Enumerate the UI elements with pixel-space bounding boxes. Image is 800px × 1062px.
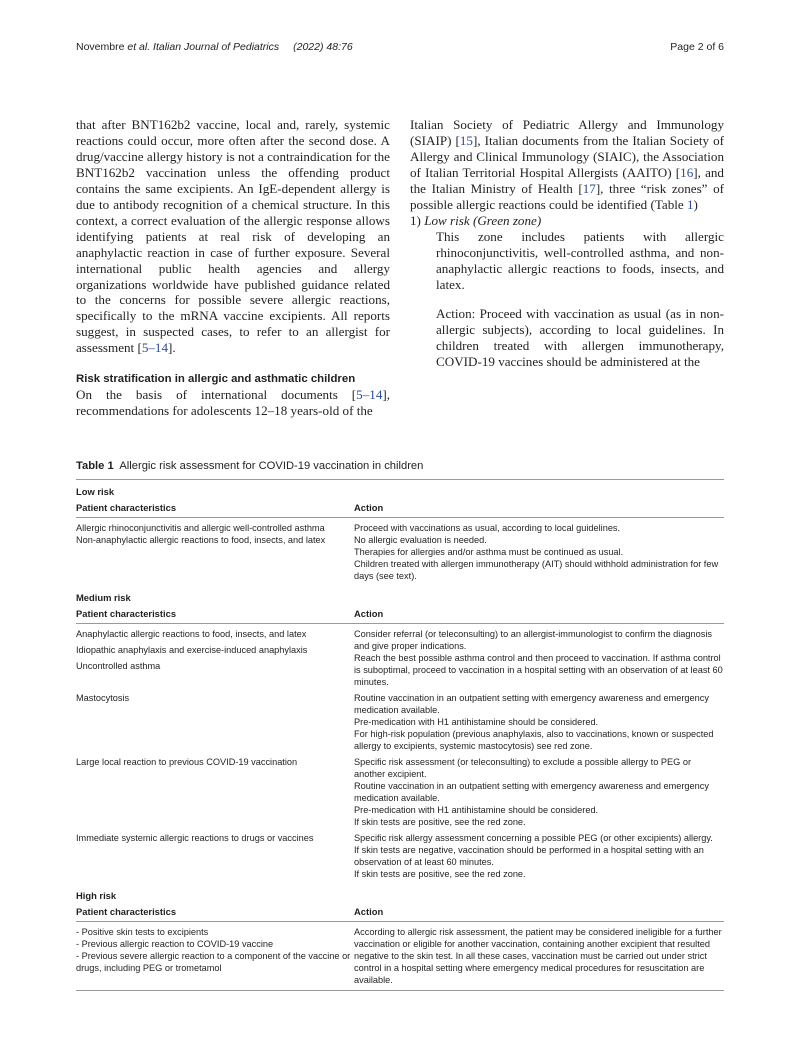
table-header-row [76, 906, 724, 922]
table-row [76, 926, 724, 986]
cell-line: According to allergic risk assessment, the patient may be considered ineligible for a further vaccination or eligible for another vaccination, containing another excipient that resulted negative to the skin test. In all these cases, vaccination must be carried out under strict control in a hospital setting where emergency medical procedures for resuscitation are available. [354, 927, 722, 985]
table-caption: Table 1 Allergic risk assessment for COVID-19 vaccination in children [76, 460, 424, 472]
action-cell [354, 926, 724, 986]
risk-group-heading: Low risk [76, 486, 115, 497]
table-row [76, 522, 724, 582]
citation-link[interactable]: 17 [582, 180, 596, 196]
risk-group-heading: Medium risk [76, 592, 131, 603]
cell-line: No allergic evaluation is needed. [354, 535, 487, 545]
cell-line: Specific risk allergy assessment concerning a possible PEG (or other excipients) allergy. [354, 833, 713, 843]
paragraph: Action: Proceed with vaccination as usual (as in non-allergic subjects), according to local guidelines. In children treated with allergen immunotherapy, COVID-19 vaccines should be administered at the [436, 306, 724, 370]
citation-link[interactable]: 5–14 [356, 387, 383, 403]
cell-line: If skin tests are negative, vaccination should be performed in a hospital setting with an observation of at least 60 minutes. [354, 845, 704, 867]
citation-link[interactable]: 5–14 [141, 340, 169, 356]
cell-line: Anaphylactic allergic reactions to food, insects, and latex [76, 629, 307, 639]
cell-line: Routine vaccination in an outpatient setting with emergency awareness and emergency medication available. [354, 693, 709, 715]
action-cell [354, 522, 724, 582]
left-column [76, 117, 390, 419]
cell-line: Immediate systemic allergic reactions to drugs or vaccines [76, 833, 314, 843]
cell-line: Children treated with allergen immunotherapy (AIT) should withhold administration for few days (see text). [354, 559, 719, 581]
patient-cell [76, 522, 354, 582]
table-row [76, 756, 724, 828]
page-number: Page 2 of 6 [670, 41, 724, 53]
action-cell [354, 832, 724, 880]
cell-line: Allergic rhinoconjunctivitis and allergic well-controlled asthma [76, 523, 325, 533]
cell-line: Uncontrolled asthma [76, 661, 161, 671]
action-cell [354, 692, 724, 752]
cell-line: Non-anaphylactic allergic reactions to food, insects, and latex [76, 535, 326, 545]
cell-line: - Previous severe allergic reaction to a component of the vaccine or drugs, including PEG or trometamol [76, 951, 351, 973]
cell-line: Routine vaccination in an outpatient setting with emergency awareness and emergency medication available. [354, 781, 709, 803]
action-cell [354, 628, 724, 688]
running-header [76, 41, 724, 57]
cell-line: - Positive skin tests to excipients [76, 927, 209, 937]
paragraph: that after BNT162b2 vaccine, local and, rarely, systemic reactions could occur, more often after the second dose. A drug/vaccine allergy history is not a contraindication for the BNT162b2 vaccination unless the offending product contains the same excipients. An IgE-dependent allergy is due to antibody recognition of a chemical structure. In this context, a correct evaluation of the allergic response allows identifying patients at real risk of developing an anaphylactic reaction in case of further exposure. Several international public health agencies and allergy organizations worldwide have published guidance related to the concerns for possible severe allergic reactions, specifically to the mRNA vaccine excipients. All reports suggest, in suspected cases, to refer to an allergist for assessment [5–14]. [76, 117, 390, 356]
table-row [76, 832, 724, 880]
right-column [410, 117, 724, 370]
cell-line: For high-risk population (previous anaphylaxis, also to vaccinations, known or suspected allergy to excipients, systemic mastocytosis) see red zone. [354, 729, 714, 751]
action-cell [354, 756, 724, 828]
cell-line: If skin tests are positive, see the red zone. [354, 817, 526, 827]
cell-line: Mastocytosis [76, 693, 130, 703]
cell-line: Proceed with vaccinations as usual, according to local guidelines. [354, 523, 621, 533]
cell-line: Specific risk assessment (or teleconsulting) to exclude a possible allergy to PEG or another excipient. [354, 757, 692, 779]
column-header-action: Action [354, 906, 384, 917]
table-row [76, 692, 724, 752]
cell-line: Therapies for allergies and/or asthma must be continued as usual. [354, 547, 624, 557]
cell-line: Large local reaction to previous COVID-19 vaccination [76, 757, 298, 767]
list-item: 1) Low risk (Green zone) [410, 212, 542, 228]
risk-table [76, 460, 724, 991]
paragraph: This zone includes patients with allergic rhinoconjunctivitis, well-controlled asthma, and non-anaphylactic allergic reactions to foods, insects, and latex. [436, 228, 724, 292]
citation-link[interactable]: 15 [459, 132, 473, 148]
risk-group-heading: High risk [76, 890, 117, 901]
patient-cell [76, 832, 354, 880]
citation-link[interactable]: 16 [680, 164, 694, 180]
patient-cell [76, 756, 354, 828]
column-header-patient: Patient characteristics [76, 608, 177, 619]
cell-line: Pre-medication with H1 antihistamine should be considered. [354, 717, 599, 727]
etal: et al. [127, 41, 151, 53]
table-row [76, 628, 724, 688]
section-heading: Risk stratification in allergic and asthmatic children [76, 373, 356, 386]
cell-line: Idiopathic anaphylaxis and exercise-induced anaphylaxis [76, 645, 308, 655]
table-header-row [76, 502, 724, 518]
paragraph: Italian Society of Pediatric Allergy and Immunology (SIAIP) [15], Italian documents from the Italian Society of Allergy and Clinical Immunology (SIAIC), the Association of Italian Territorial Hospital Allergists (AAITO) [16], and the Italian Ministry of Health [17], three “risk zones” of possible allergic reactions could be identified (Table 1) [410, 117, 724, 212]
patient-cell [76, 692, 354, 752]
column-header-patient: Patient characteristics [76, 906, 177, 917]
table-link[interactable]: 1 [687, 196, 694, 212]
authors: Novembre [76, 41, 128, 53]
column-header-action: Action [354, 502, 384, 513]
column-header-action: Action [354, 608, 384, 619]
cell-line: - Previous allergic reaction to COVID-19 vaccine [76, 939, 274, 949]
journal-name: Italian Journal of Pediatrics [153, 41, 280, 53]
table-header-row [76, 608, 724, 624]
cell-line: Pre-medication with H1 antihistamine should be considered. [354, 805, 599, 815]
cell-line: Reach the best possible asthma control and then proceed to vaccination. If asthma control is suboptimal, proceed to vaccination in a hospital setting with an observation of at least 60 minutes. [354, 653, 723, 687]
citation [76, 41, 353, 53]
patient-cell [76, 628, 354, 688]
column-header-patient: Patient characteristics [76, 502, 177, 513]
paragraph: On the basis of international documents [5–14], recommendations for adolescents 12–18 years-old of the [76, 387, 390, 419]
cell-line: If skin tests are positive, see the red zone. [354, 869, 526, 879]
year-volume: (2022) 48:76 [293, 41, 353, 53]
cell-line: Consider referral (or teleconsulting) to an allergist-immunologist to confirm the diagnosis and give proper indications. [354, 629, 712, 651]
patient-cell [76, 926, 354, 986]
